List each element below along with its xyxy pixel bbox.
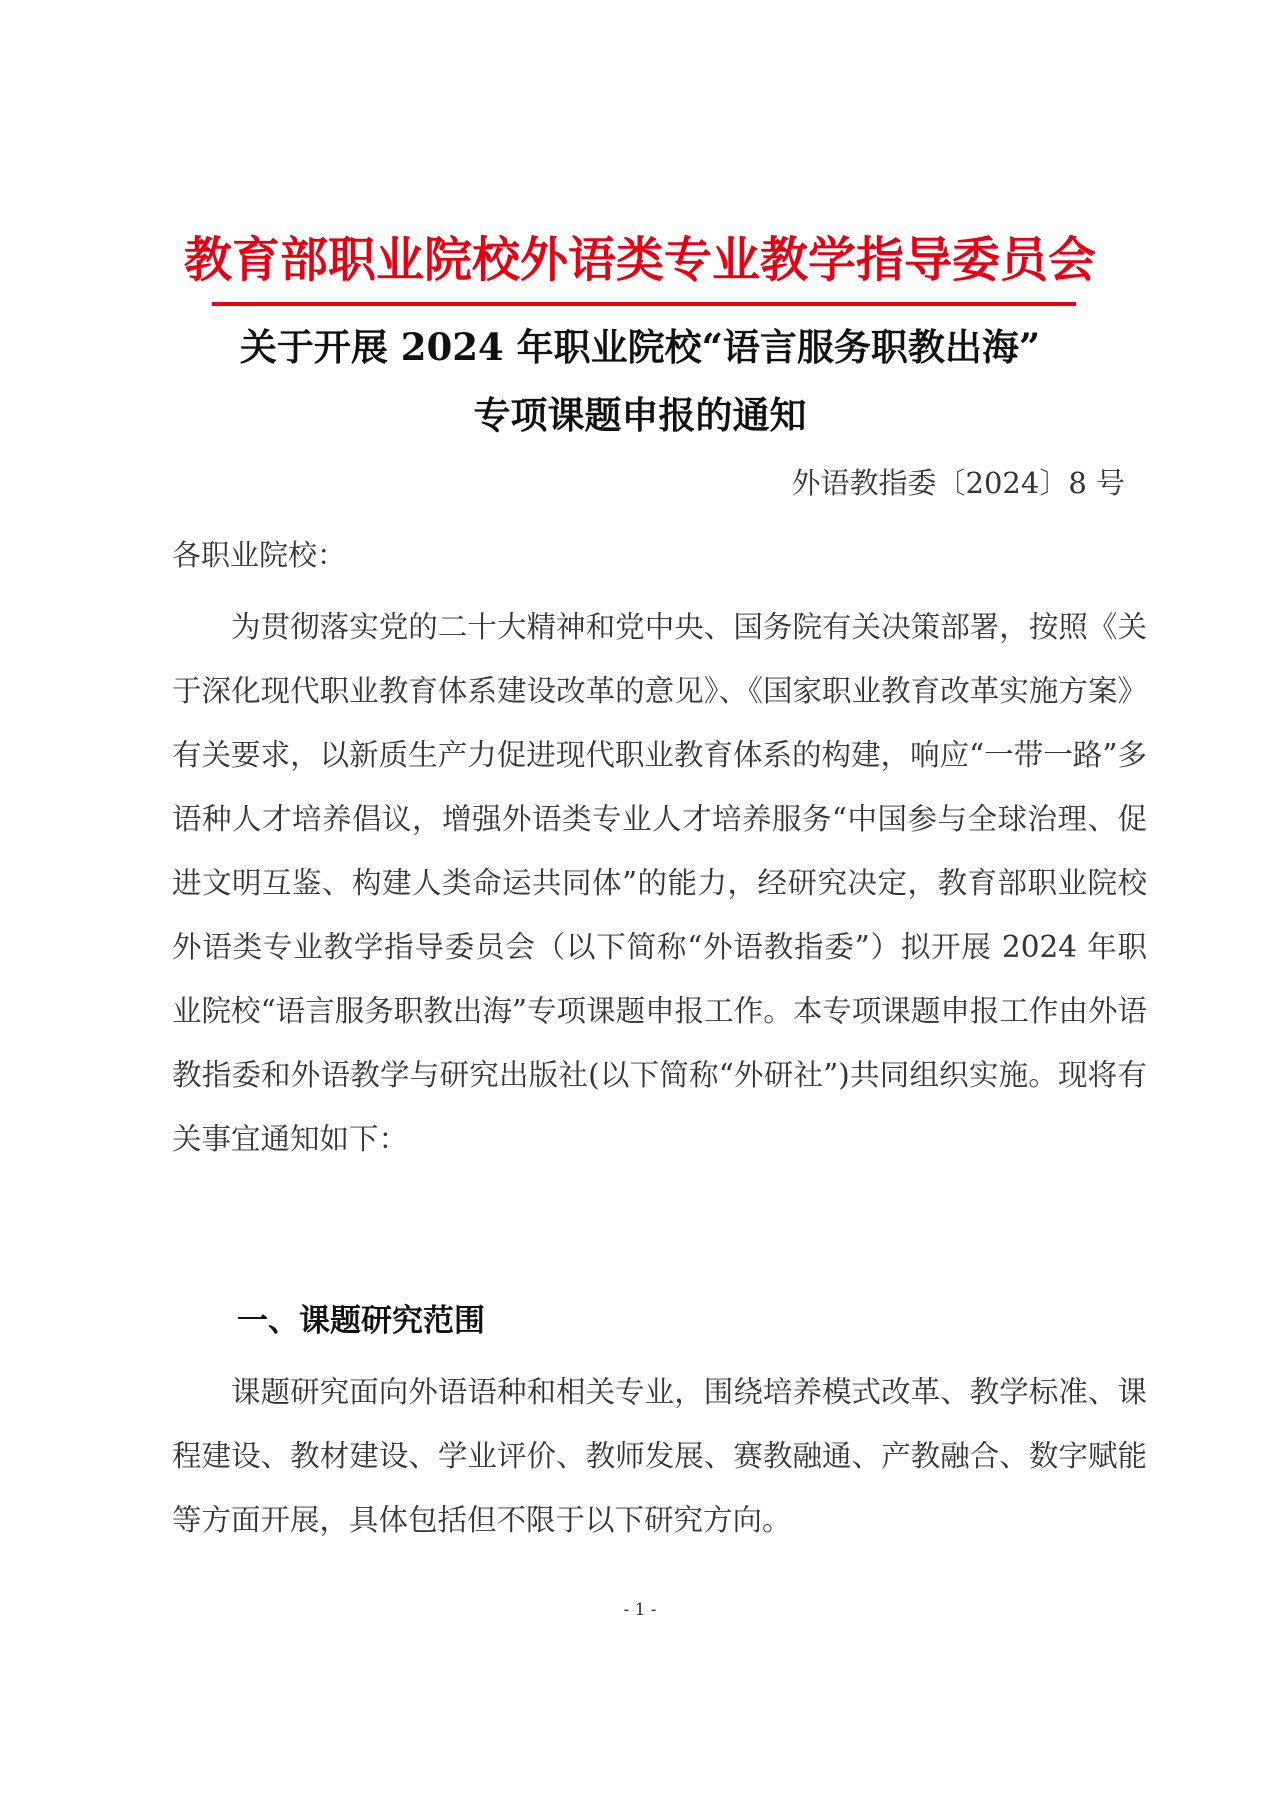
page-number: - 1 - bbox=[623, 1600, 657, 1620]
doc-title-line-2: 专项课题申报的通知 bbox=[473, 393, 807, 437]
org-header: 教育部职业院校外语类专业教学指导委员会 bbox=[183, 232, 1096, 288]
doc-number: 外语教指委〔2024〕8 号 bbox=[791, 466, 1125, 500]
red-divider bbox=[212, 302, 1076, 306]
doc-title-line-1: 关于开展 2024 年职业院校“语言服务职教出海” bbox=[239, 325, 1041, 369]
intro-paragraph: 为贯彻落实党的二十大精神和党中央、国务院有关决策部署，按照《关于深化现代职业教育体系建设改革的意见》、《国家职业教育改革实施方案》有关要求，以新质生产力促进现代职业教育体系的构建，响应“一带一路”多语种人才培养倡议，增强外语类专业人才培养服务“中国参与全球治理、促进文明互鉴、构建人类命运共同体”的能力，经研究决定，教育部职业院校外语类专业教学指导委员会（以下简称“外语教指委”）拟开展 2024 年职业院校“语言服务职教出海”专项课题申报工作。本专项课题申报工作由外语教指委和外语教学与研究出版社(以下简称“外研社”)共同组织实施。现将有关事宜通知如下： bbox=[172, 610, 1147, 1156]
salutation: 各职业院校： bbox=[172, 538, 347, 572]
section-heading-1: 一、课题研究范围 bbox=[237, 1303, 485, 1339]
section-1-paragraph: 课题研究面向外语语种和相关专业，围绕培养模式改革、教学标准、课程建设、教材建设、学业评价、教师发展、赛教融通、产教融合、数字赋能等方面开展，具体包括但不限于以下研究方向。 bbox=[172, 1375, 1147, 1537]
